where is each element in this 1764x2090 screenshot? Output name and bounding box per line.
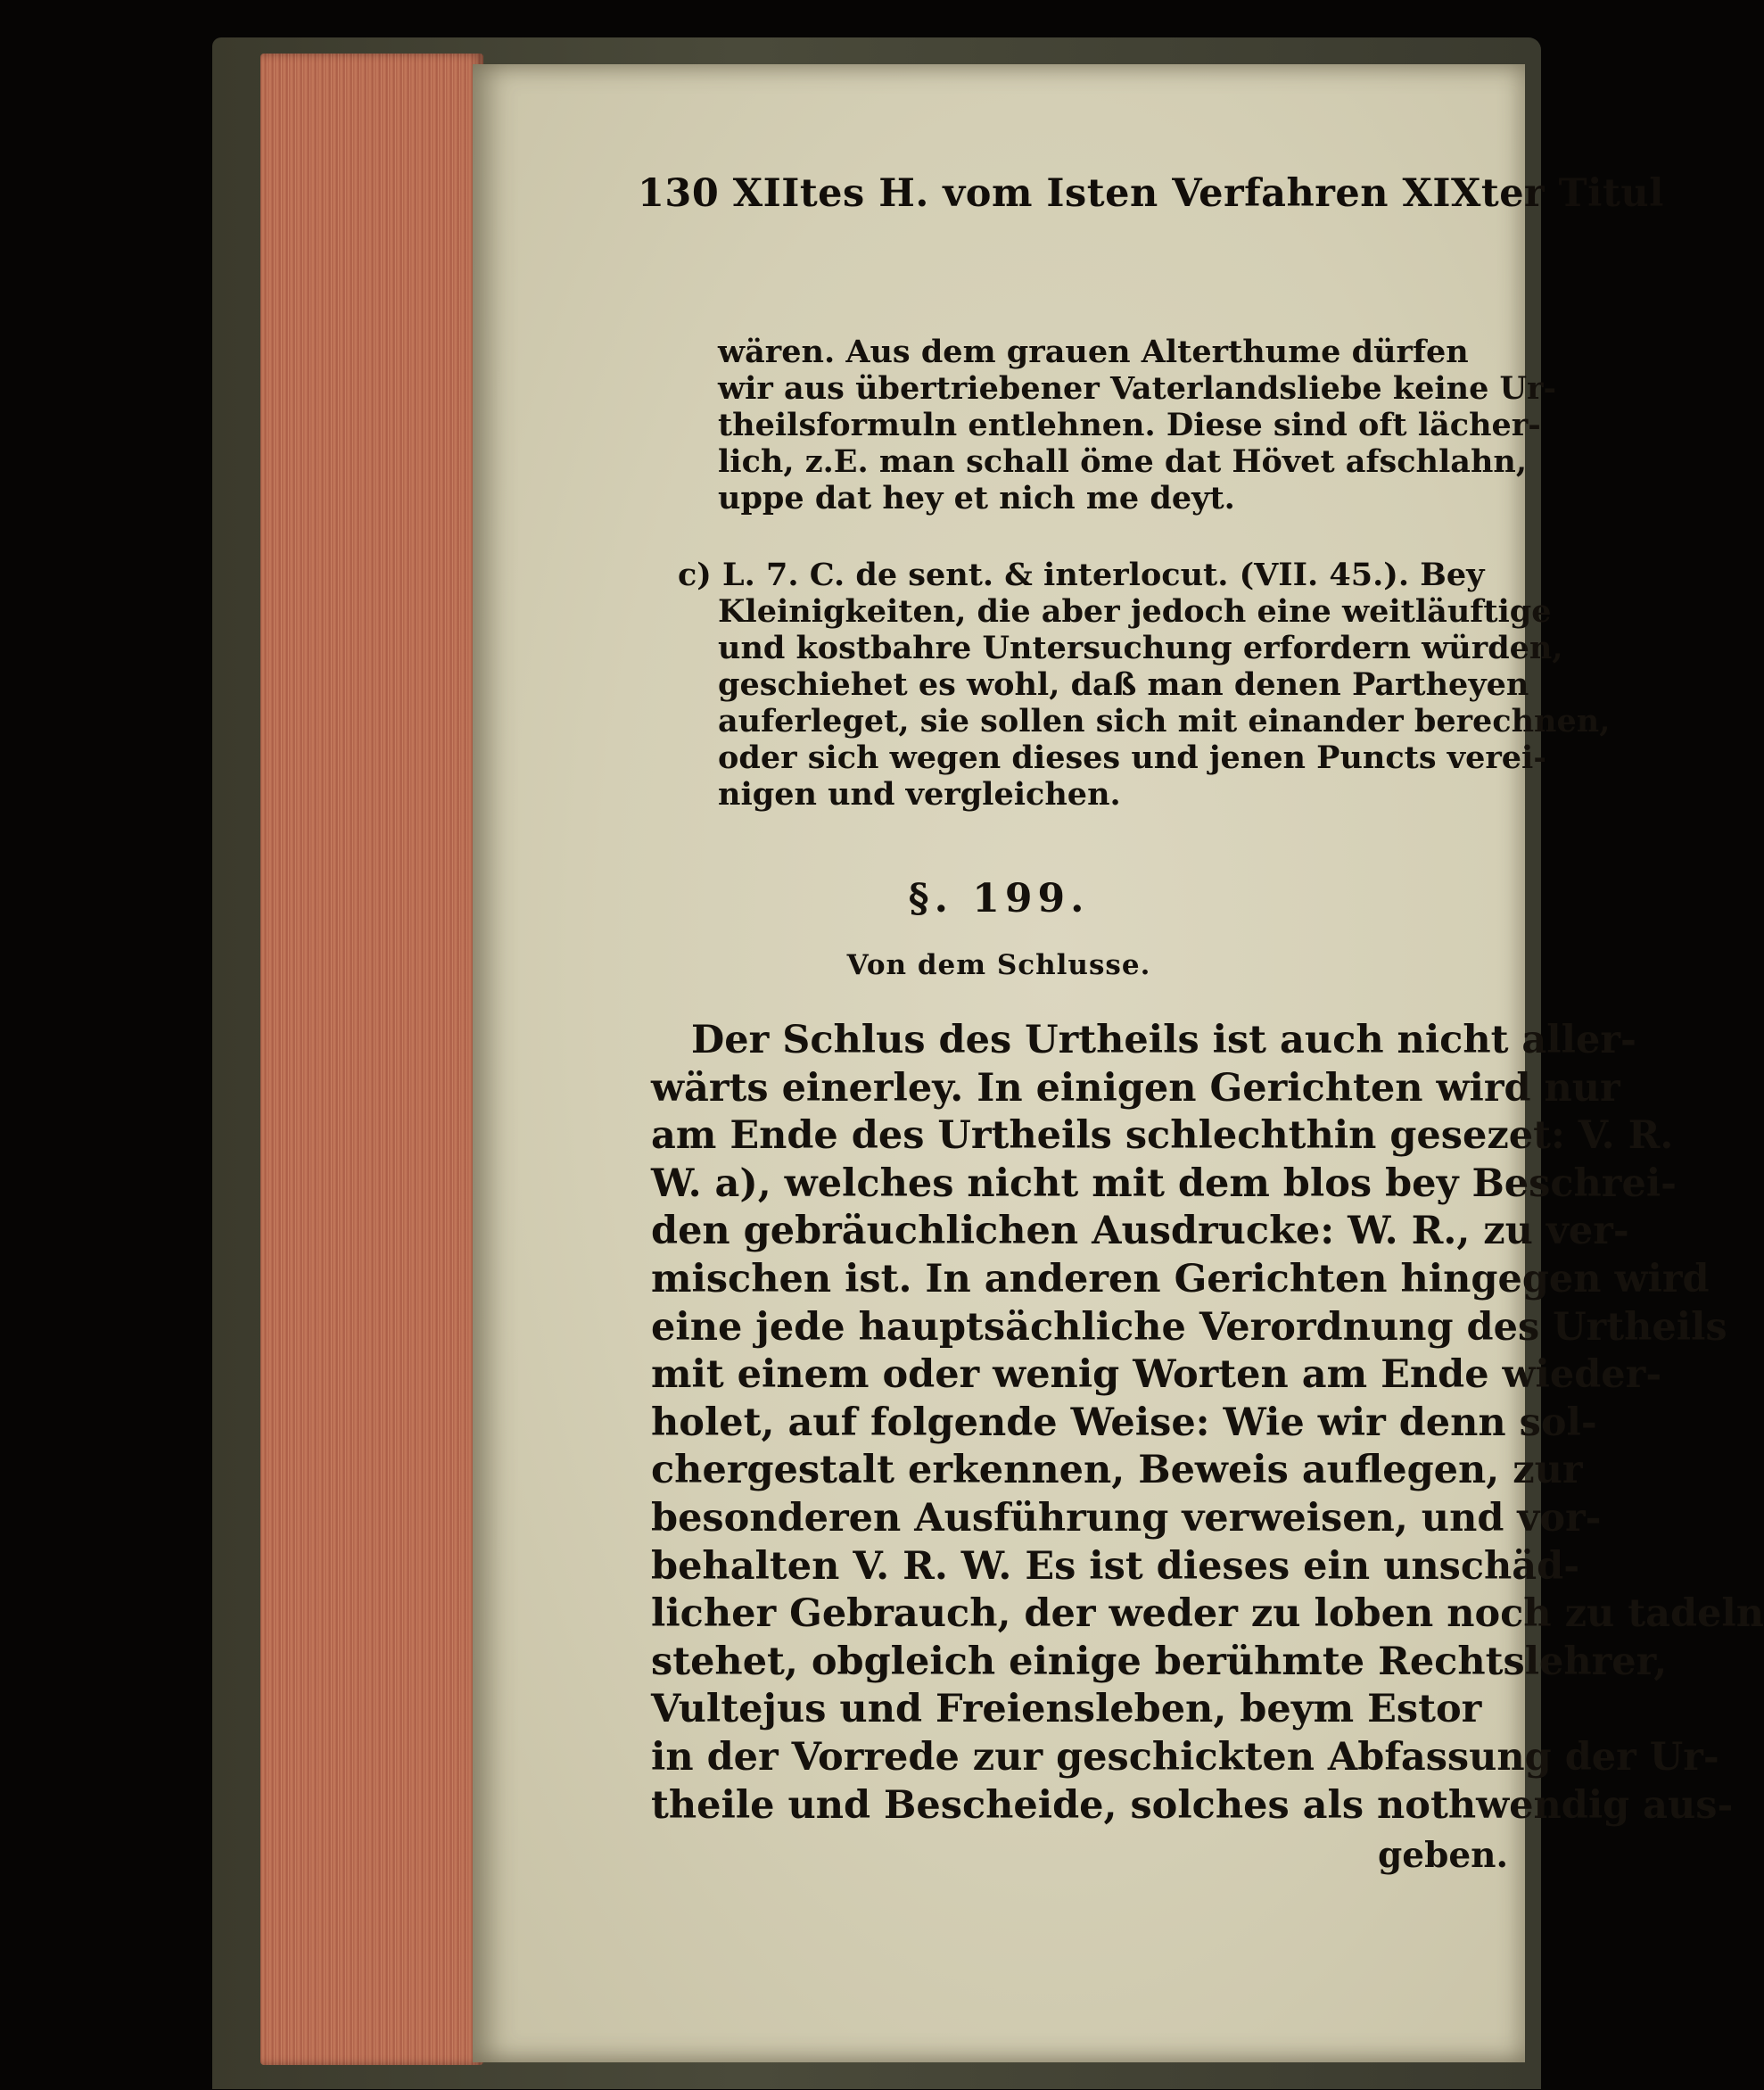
section-heading: §. 199. [908, 876, 1090, 921]
text-line: nigen und vergleichen. [718, 776, 1121, 813]
text-line: mischen ist. In anderen Gerichten hingegen wird [651, 1256, 1710, 1301]
book-page [473, 64, 1764, 2062]
footnote [678, 557, 1610, 813]
text-line: geschiehet es wohl, daß man denen Partheyen [718, 666, 1529, 703]
text-line: mit einem oder wenig Worten am Ende wieder- [651, 1352, 1662, 1398]
text-line: oder sich wegen dieses und jenen Puncts verei- [718, 739, 1546, 776]
text-line: Kleinigkeiten, die aber jedoch eine weitläuftige [718, 593, 1552, 630]
text-line: uppe dat hey et nich me deyt. [718, 480, 1235, 516]
text-line: in der Vorrede zur geschickten Abfassung der Ur- [651, 1734, 1719, 1780]
text-line: W. a), welches nicht mit dem blos bey Beschrei- [651, 1161, 1677, 1206]
page-text [473, 64, 1764, 2062]
text-line: am Ende des Urtheils schlechthin gesezet: V. R. [651, 1113, 1674, 1159]
text-line: theilsformuln entlehnen. Diese sind oft lächer- [718, 407, 1541, 443]
text-line: theile und Bescheide, solches als nothwendig aus- [651, 1782, 1734, 1828]
text-line: und kostbahre Untersuchung erfordern würden, [718, 630, 1563, 666]
text-line: wären. Aus dem grauen Alterthume dürfen [718, 334, 1469, 370]
text-line: holet, auf folgende Weise: Wie wir denn sol- [651, 1400, 1597, 1445]
text-line: Vultejus und Freiensleben, beym Estor [651, 1687, 1482, 1732]
section-subtitle: Von dem Schlusse. [846, 949, 1151, 981]
text-line: stehet, obgleich einige berühmte Rechtslehrer, [651, 1639, 1668, 1684]
text-line: den gebräuchlichen Ausdrucke: W. R., zu ver- [651, 1209, 1629, 1254]
catchword: geben. [1378, 1835, 1509, 1876]
body-text [651, 1017, 1764, 1830]
text-line: behalten V. R. W. Es ist dieses ein unschäd- [651, 1543, 1580, 1589]
text-line: licher Gebrauch, der weder zu loben noch zu tadeln [651, 1591, 1764, 1637]
text-line: auferleget, sie sollen sich mit einander berechnen, [718, 703, 1611, 739]
text-line: besonderen Ausführung verweisen, und vor- [651, 1495, 1602, 1541]
text-line: eine jede hauptsächliche Verordnung des Urtheils [651, 1304, 1727, 1350]
page-edges [260, 54, 483, 2065]
text-line: lich, z.E. man schall öme dat Hövet afschlahn, [718, 443, 1528, 480]
running-header: 130 XIItes H. vom Isten Verfahren XIXter Titul [638, 171, 1664, 216]
text-line: c) L. 7. C. de sent. & interlocut. (VII. 45.). Bey [678, 557, 1485, 593]
text-line: wir aus übertriebener Vaterlandsliebe keine Ur- [718, 370, 1557, 407]
text-line: Der Schlus des Urtheils ist auch nicht aller- [691, 1018, 1636, 1062]
text-line: chergestalt erkennen, Beweis auflegen, zur [651, 1448, 1583, 1493]
text-line: wärts einerley. In einigen Gerichten wird nur [651, 1065, 1620, 1111]
paragraph-top [718, 334, 1556, 516]
